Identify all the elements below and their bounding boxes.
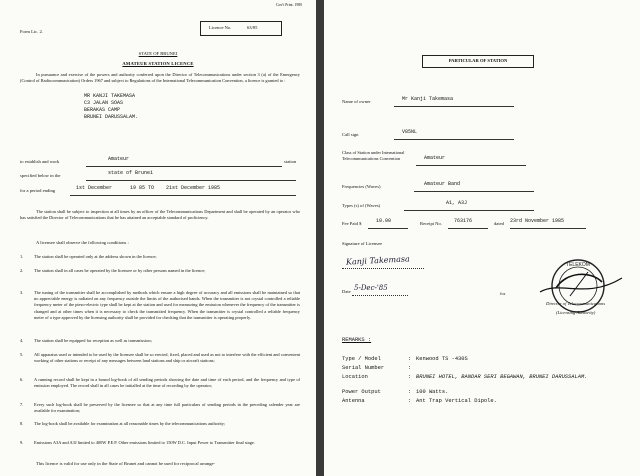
remark-colon: : — [408, 365, 412, 371]
signature-underline — [342, 268, 424, 269]
condition-number: 7. — [20, 402, 24, 407]
svg-text:TELEKOM: TELEKOM — [566, 262, 590, 268]
validity-footer: This licence is valid for use only in the State of Brunei and cannot be used for reciprocal arrange- — [36, 461, 216, 466]
condition-number: 8. — [20, 421, 24, 426]
remark-label: Power Output — [342, 389, 381, 395]
types-underline — [404, 210, 534, 211]
frequencies-value: Amateur Band — [424, 181, 461, 187]
particulars-title-box — [422, 55, 534, 68]
licence-number-box — [200, 21, 282, 36]
owner-label: Name of owner — [342, 99, 371, 104]
condition-number: 3. — [20, 290, 24, 295]
callsign-label: Call sign — [342, 132, 359, 137]
callsign-value: V85NL — [402, 129, 418, 135]
condition-text: Every such log-book shall be preserved by the licensee so that at any time full particulars of sending periods in the preceding calender year are available for examination; — [34, 402, 300, 414]
licence-number-label: Licence No. — [209, 25, 232, 30]
remarks-label: REMARKS : — [342, 337, 372, 343]
condition-number: 9. — [20, 440, 24, 445]
remark-label: Antenna — [342, 398, 365, 404]
station-word: station — [284, 159, 297, 164]
condition-text: The log-book shall be available for examination at all reasonable times by the telecommunications authority; — [34, 421, 226, 426]
condition-text: The station shall be operated only at the address shown in the licence; — [34, 254, 157, 259]
particulars-title: PARTICULAR OF STATION — [448, 58, 508, 63]
condition-number: 5. — [20, 352, 24, 357]
fee-value: 10.00 — [376, 218, 392, 224]
print-note: Gov't Print. 1980 — [276, 3, 303, 7]
condition-number: 2. — [20, 268, 24, 273]
fee-underline — [368, 228, 408, 229]
establish-label: to establish and work — [20, 159, 60, 164]
period-underline — [70, 195, 296, 196]
condition-number: 1. — [20, 254, 24, 259]
address-line-4: BRUNEI DARUSSALAM. — [84, 114, 139, 120]
dated-underline — [510, 228, 586, 229]
condition-text: Emissions A3A and A3J limited to 400W P.E.P. Other emissions limited to 150W D.C. Input Power to Transmitter final stage. — [34, 440, 255, 445]
date-label: Date — [342, 289, 351, 294]
establish-underline — [86, 166, 282, 167]
licence-number-value: 63/85 — [247, 25, 258, 30]
condition-number: 4. — [20, 338, 24, 343]
period-mid: 19 85 TO — [130, 185, 155, 191]
condition-number: 6. — [20, 377, 24, 382]
fee-label: Fee Paid $ — [342, 221, 362, 226]
remark-value: Kenwood TS -430S — [416, 356, 468, 362]
form-reference: Form Lic. 2. — [20, 29, 43, 34]
remark-colon: : — [408, 398, 412, 404]
address-line-1: MR KANJI TAKEMASA — [84, 93, 136, 99]
licence-title: AMATEUR STATION LICENCE — [122, 61, 194, 66]
types-label: Types (s) of (Waves) — [342, 203, 381, 208]
dated-value: 23rd November 1985 — [510, 218, 565, 224]
licensee-signature: Kanji Takemasa — [345, 254, 410, 267]
owner-value: Mr Kanji Takemasa — [402, 96, 454, 102]
remark-label: Type / Model — [342, 356, 381, 362]
remark-colon: : — [408, 389, 412, 395]
callsign-underline — [394, 139, 514, 140]
director-line: Director of Telecommunications — [546, 301, 606, 306]
receipt-underline — [448, 228, 488, 229]
class-value: Amateur — [424, 155, 446, 161]
licence-particulars-page — [324, 0, 640, 476]
remark-label: Serial Number — [342, 365, 385, 371]
signature-date: 5-Dec-'85 — [354, 284, 388, 292]
remark-label: Location — [342, 374, 368, 380]
intro-paragraph: In pursuance and exercise of the powers and authority conferred upon the Director of Telecommunications under section 3 (a) of the Emergency (Control of Radiocommunication) Orders 1967 and subject to Regulations of the International Telecommunication Convention, a licence is granted to : — [20, 72, 300, 84]
period-start: 1st December — [76, 185, 113, 191]
frequencies-underline — [414, 191, 534, 192]
state-heading: STATE OF BRUNEI — [138, 51, 178, 56]
receipt-label: Receipt No. — [420, 221, 442, 226]
date-underline — [352, 295, 408, 296]
specified-underline — [86, 180, 296, 181]
period-label: for a period ending — [20, 188, 56, 193]
establish-value: Amateur — [108, 156, 130, 162]
specified-value: state of Brunei — [108, 170, 154, 176]
condition-text: The station shall be equipped for reception as well as transmission; — [34, 338, 152, 343]
receipt-value: 763176 — [454, 218, 473, 224]
period-end: 21st December 1985 — [166, 185, 221, 191]
owner-underline — [394, 106, 514, 107]
inspection-paragraph: The station shall be subject to inspection at all times by an officer of the Telecommunications Department and shall be operated by an operator who has satisfied the Director of Telecommunications that he has attained an acceptable standard of proficiency. — [20, 209, 300, 221]
remark-value: BRUNEI HOTEL, BANDAR SERI BEGAWAN, BRUNEI DARUSSALAM. — [416, 374, 588, 380]
specified-label: specified below in the — [20, 173, 61, 178]
for-word: for — [500, 291, 506, 296]
remark-colon: : — [408, 356, 412, 362]
remark-colon: : — [408, 374, 412, 380]
remark-value: Ant Trap Vertical Dipole. — [416, 398, 497, 404]
licence-front-page — [0, 0, 316, 476]
class-label: Class of Station under International Telecommunications Convention — [342, 150, 405, 162]
frequencies-label: Frequencies (Waves) — [342, 184, 381, 189]
condition-text: The station shall in all cases be operated by the licensee or by other persons named in the licence; — [34, 268, 206, 273]
condition-text: The tuning of the transmitter shall be accomplished by methods which ensure a high degree of accuracy and all emissions shall be maintained so that no appreciable energy is radiated on any frequency outside the limits of the authorised bands. When the transmitter is not crystal controlled a reliable frequency meter of the piezo-electric type shall be kept at the station and used for measuring the emission whenever the frequency of the transmitter is changed and at other times when it is necessary to check the transmitted frequency. When the transmitter is crystal controlled a reliable frequency meter of a type approved by the licensing authority shall be provided for checking that the transmitter is operating properly. — [34, 290, 300, 320]
address-line-3: BERAKAS CAMP — [84, 107, 121, 113]
types-value: A1, A3J — [446, 200, 468, 206]
address-line-2: C3 JALAN SOAS — [84, 100, 124, 106]
class-underline — [416, 165, 526, 166]
remark-value: 100 Watts. — [416, 389, 449, 395]
dated-label: dated — [494, 221, 504, 226]
condition-text: A running record shall be kept in a bound log-book of all sending periods showing the date and time of each period, and the frequency and type of emission employed. The record shall in all cases be initialled at the time of recording by the operator; — [34, 377, 300, 389]
condition-text: All apparatus used or intended to be used by the licensee shall be so erected, fixed, placed and used as not to interfere with the efficient and convenient working of other stations or receipt of any messages between land stations and ship or aircraft stations; — [34, 352, 300, 364]
authority-line: (Licensing Authority) — [556, 310, 596, 315]
signature-label: Signature of Licensee — [342, 241, 383, 246]
conditions-intro: A licensee shall observe the following conditions : — [36, 240, 129, 245]
